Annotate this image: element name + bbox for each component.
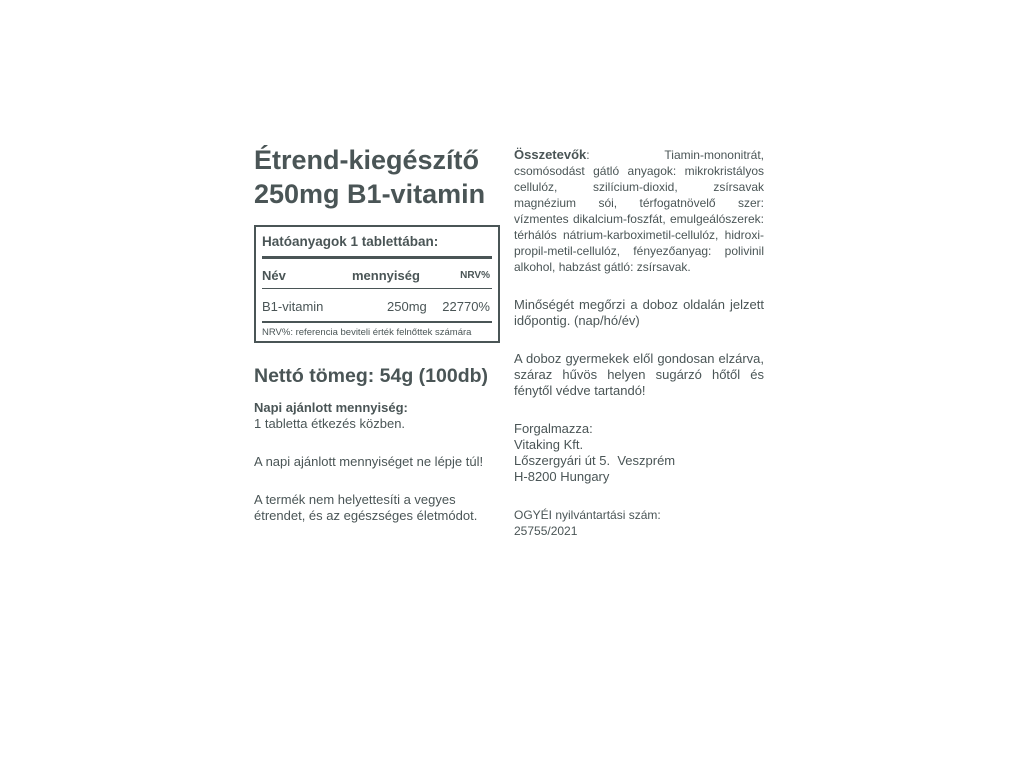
registration-label: OGYÉI nyilvántartási szám: [514, 508, 661, 522]
cell-amount: 250mg [387, 299, 427, 314]
nutrition-heading: Hatóanyagok 1 tablettában: [262, 234, 439, 249]
registration-number: 25755/2021 [514, 524, 578, 538]
nrv-footnote: NRV%: referencia beviteli érték felnőttek számára [262, 327, 472, 338]
product-title [254, 143, 502, 211]
divider-bottom [262, 321, 492, 323]
distributor-company: Vitaking Kft. [514, 437, 584, 452]
title-line-2: 250mg B1-vitamin [254, 179, 486, 209]
ingredients-label: Összetevők [514, 147, 587, 162]
distributor-street: Lőszergyári út 5. Veszprém [514, 453, 676, 468]
daily-dose-label: Napi ajánlott mennyiség: [254, 400, 408, 415]
daily-dose-text: 1 tabletta étkezés közben. [254, 416, 406, 431]
cell-nrv: 22770% [442, 299, 490, 314]
column-header-nrv: NRV% [460, 270, 490, 281]
distributor-city: H-8200 Hungary [514, 469, 610, 484]
right-column [514, 147, 764, 539]
storage-instructions: A doboz gyermekek elől gondosan elzárva, száraz hűvös helyen sugárzó hőtől és fénytől védve tartandó! [514, 351, 764, 398]
column-header-amount: mennyiség [352, 268, 420, 283]
ingredients-text: : Tiamin-mononitrát, csomósodást gátló anyagok: mikrokristályos cellulóz, szilícium-dioxid, zsírsavak magnézium sói, térfogatnövelő szer: vízmentes dikalcium-foszfát, emulgeálószerek: térhálós nátrium-karboximetil-cellulóz, hidroxi-propil-metil-cellulóz, fényezőanyag: polivinil alkohol, habzást gátló: zsírsavak. [514, 148, 764, 274]
nutrition-table [254, 225, 500, 343]
divider-thick [262, 256, 492, 259]
column-header-name: Név [262, 268, 286, 283]
best-before: Minőségét megőrzi a doboz oldalán jelzett időpontig. (nap/hó/év) [514, 297, 764, 328]
registration [514, 507, 764, 539]
net-weight: Nettó tömeg: 54g (100db) [254, 365, 489, 387]
cell-name: B1-vitamin [262, 299, 324, 314]
distributor-label: Forgalmazza: [514, 421, 593, 436]
diet-note: A termék nem helyettesíti a vegyes étrendet, és az egészséges életmódot. [254, 492, 478, 523]
divider-thin [262, 288, 492, 289]
left-column [254, 143, 502, 524]
dose-warning: A napi ajánlott mennyiséget ne lépje túl! [254, 454, 484, 469]
ingredients [514, 147, 764, 275]
distributor [514, 421, 764, 485]
title-line-1: Étrend-kiegészítő [254, 145, 480, 175]
daily-dose [254, 400, 502, 432]
